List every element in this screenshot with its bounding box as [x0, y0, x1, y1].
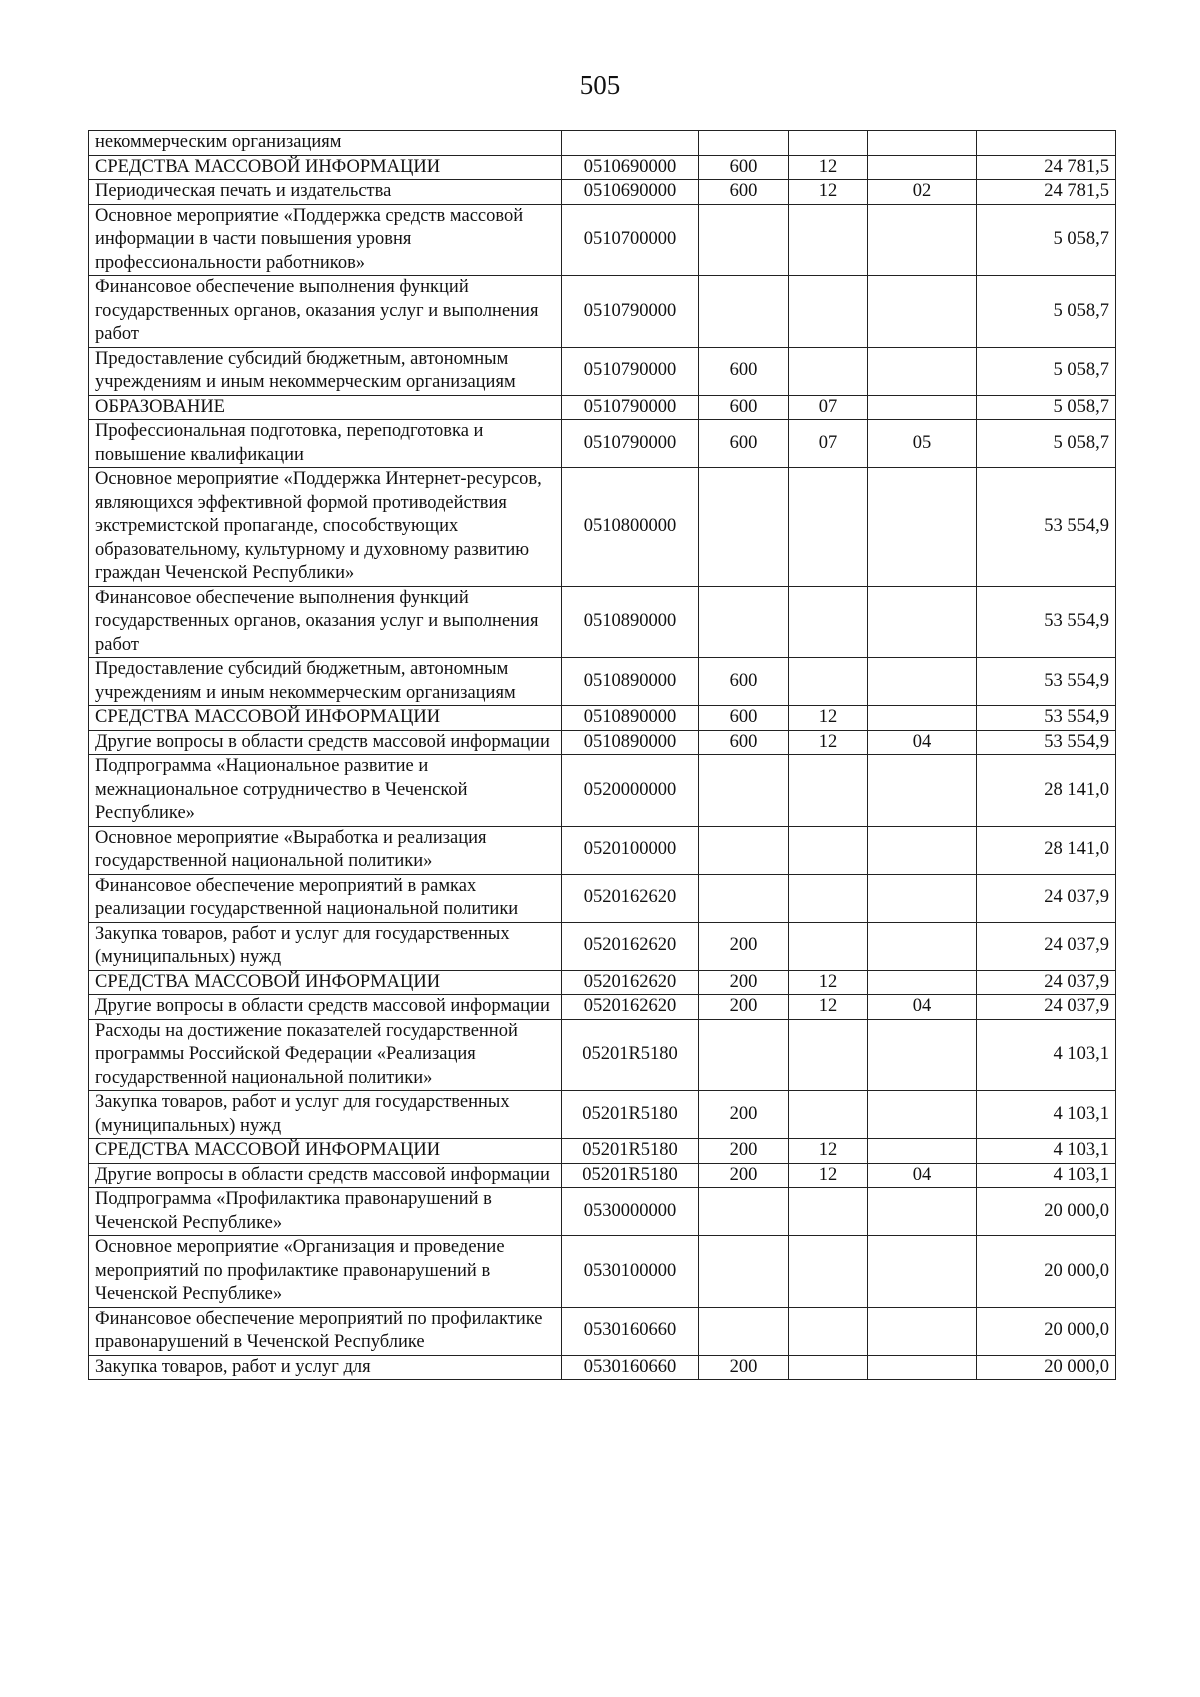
target-code-cell: 0510790000	[562, 276, 699, 348]
target-code-cell: 0520162620	[562, 874, 699, 922]
table-row	[89, 1307, 1116, 1355]
row-name-cell: Другие вопросы в области средств массовой информации	[89, 730, 562, 755]
table-row	[89, 658, 1116, 706]
section-cell	[789, 1307, 868, 1355]
budget-table	[88, 130, 1116, 1380]
expense-type-cell: 200	[699, 970, 789, 995]
target-code-cell: 0510790000	[562, 347, 699, 395]
section-cell	[789, 131, 868, 156]
amount-cell: 4 103,1	[977, 1019, 1116, 1091]
row-name-cell: Расходы на достижение показателей государственной программы Российской Федерации «Реализация государственной национальной политики»	[89, 1019, 562, 1091]
subsection-cell: 04	[868, 1163, 977, 1188]
section-cell	[789, 1355, 868, 1380]
amount-cell: 20 000,0	[977, 1355, 1116, 1380]
expense-type-cell	[699, 755, 789, 827]
expense-type-cell	[699, 1019, 789, 1091]
expense-type-cell: 200	[699, 1163, 789, 1188]
section-cell: 07	[789, 395, 868, 420]
amount-cell: 24 037,9	[977, 874, 1116, 922]
target-code-cell: 0530100000	[562, 1236, 699, 1308]
target-code-cell: 0530160660	[562, 1307, 699, 1355]
table-row	[89, 420, 1116, 468]
target-code-cell: 0510690000	[562, 180, 699, 205]
target-code-cell: 0510790000	[562, 395, 699, 420]
subsection-cell	[868, 347, 977, 395]
table-row	[89, 1355, 1116, 1380]
target-code-cell: 0530160660	[562, 1355, 699, 1380]
expense-type-cell	[699, 1307, 789, 1355]
target-code-cell: 0520162620	[562, 922, 699, 970]
subsection-cell	[868, 755, 977, 827]
row-name-cell: Предоставление субсидий бюджетным, автономным учреждениям и иным некоммерческим организациям	[89, 347, 562, 395]
expense-type-cell: 600	[699, 180, 789, 205]
amount-cell: 53 554,9	[977, 730, 1116, 755]
page-number: 505	[579, 70, 621, 100]
row-name-cell: Финансовое обеспечение выполнения функций государственных органов, оказания услуг и выполнения работ	[89, 276, 562, 348]
section-cell	[789, 1091, 868, 1139]
target-code-cell: 0510890000	[562, 586, 699, 658]
amount-cell: 28 141,0	[977, 826, 1116, 874]
row-name-cell: СРЕДСТВА МАССОВОЙ ИНФОРМАЦИИ	[89, 1139, 562, 1164]
target-code-cell: 0520162620	[562, 995, 699, 1020]
row-name-cell: СРЕДСТВА МАССОВОЙ ИНФОРМАЦИИ	[89, 155, 562, 180]
subsection-cell	[868, 395, 977, 420]
target-code-cell: 0510690000	[562, 155, 699, 180]
table-row	[89, 586, 1116, 658]
section-cell	[789, 1236, 868, 1308]
amount-cell: 53 554,9	[977, 658, 1116, 706]
expense-type-cell: 600	[699, 395, 789, 420]
amount-cell: 53 554,9	[977, 586, 1116, 658]
target-code-cell: 05201R5180	[562, 1091, 699, 1139]
table-row	[89, 180, 1116, 205]
subsection-cell	[868, 922, 977, 970]
subsection-cell	[868, 155, 977, 180]
amount-cell: 4 103,1	[977, 1139, 1116, 1164]
expense-type-cell	[699, 874, 789, 922]
subsection-cell: 04	[868, 730, 977, 755]
subsection-cell	[868, 706, 977, 731]
expense-type-cell: 200	[699, 922, 789, 970]
target-code-cell: 05201R5180	[562, 1019, 699, 1091]
table-row	[89, 730, 1116, 755]
section-cell	[789, 1188, 868, 1236]
target-code-cell: 0510890000	[562, 706, 699, 731]
subsection-cell	[868, 1307, 977, 1355]
expense-type-cell	[699, 276, 789, 348]
table-row	[89, 1236, 1116, 1308]
subsection-cell: 05	[868, 420, 977, 468]
expense-type-cell: 200	[699, 995, 789, 1020]
section-cell	[789, 874, 868, 922]
row-name-cell: Основное мероприятие «Поддержка средств массовой информации в части повышения уровня профессиональности работников»	[89, 204, 562, 276]
subsection-cell	[868, 586, 977, 658]
table-row	[89, 395, 1116, 420]
section-cell	[789, 347, 868, 395]
table-row	[89, 706, 1116, 731]
target-code-cell: 0510800000	[562, 468, 699, 587]
row-name-cell: ОБРАЗОВАНИЕ	[89, 395, 562, 420]
amount-cell: 53 554,9	[977, 468, 1116, 587]
section-cell: 12	[789, 1163, 868, 1188]
row-name-cell: Профессиональная подготовка, переподготовка и повышение квалификации	[89, 420, 562, 468]
subsection-cell	[868, 970, 977, 995]
table-row	[89, 1019, 1116, 1091]
section-cell: 12	[789, 995, 868, 1020]
row-name-cell: Другие вопросы в области средств массовой информации	[89, 1163, 562, 1188]
section-cell: 12	[789, 730, 868, 755]
expense-type-cell	[699, 468, 789, 587]
target-code-cell	[562, 131, 699, 156]
target-code-cell: 0510790000	[562, 420, 699, 468]
amount-cell: 5 058,7	[977, 395, 1116, 420]
amount-cell: 20 000,0	[977, 1236, 1116, 1308]
subsection-cell	[868, 658, 977, 706]
subsection-cell	[868, 204, 977, 276]
section-cell	[789, 922, 868, 970]
expense-type-cell: 600	[699, 658, 789, 706]
table-row	[89, 1091, 1116, 1139]
amount-cell: 24 781,5	[977, 180, 1116, 205]
section-cell	[789, 1019, 868, 1091]
table-row	[89, 995, 1116, 1020]
table-row	[89, 970, 1116, 995]
table-row	[89, 468, 1116, 587]
row-name-cell: Закупка товаров, работ и услуг для государственных (муниципальных) нужд	[89, 922, 562, 970]
row-name-cell: Финансовое обеспечение выполнения функций государственных органов, оказания услуг и выполнения работ	[89, 586, 562, 658]
section-cell	[789, 276, 868, 348]
target-code-cell: 05201R5180	[562, 1139, 699, 1164]
row-name-cell: Основное мероприятие «Выработка и реализация государственной национальной политики»	[89, 826, 562, 874]
subsection-cell: 02	[868, 180, 977, 205]
subsection-cell	[868, 874, 977, 922]
amount-cell	[977, 131, 1116, 156]
expense-type-cell	[699, 586, 789, 658]
row-name-cell: Финансовое обеспечение мероприятий в рамках реализации государственной национальной политики	[89, 874, 562, 922]
section-cell: 12	[789, 155, 868, 180]
row-name-cell: Закупка товаров, работ и услуг для государственных (муниципальных) нужд	[89, 1091, 562, 1139]
section-cell	[789, 755, 868, 827]
expense-type-cell: 200	[699, 1139, 789, 1164]
row-name-cell: Другие вопросы в области средств массовой информации	[89, 995, 562, 1020]
amount-cell: 28 141,0	[977, 755, 1116, 827]
expense-type-cell: 200	[699, 1091, 789, 1139]
expense-type-cell	[699, 131, 789, 156]
target-code-cell: 05201R5180	[562, 1163, 699, 1188]
expense-type-cell: 600	[699, 420, 789, 468]
table-row	[89, 1188, 1116, 1236]
expense-type-cell: 200	[699, 1355, 789, 1380]
table-row	[89, 755, 1116, 827]
expense-type-cell	[699, 826, 789, 874]
section-cell: 12	[789, 1139, 868, 1164]
amount-cell: 4 103,1	[977, 1163, 1116, 1188]
amount-cell: 24 037,9	[977, 970, 1116, 995]
table-row	[89, 874, 1116, 922]
section-cell	[789, 586, 868, 658]
target-code-cell: 0520000000	[562, 755, 699, 827]
row-name-cell: СРЕДСТВА МАССОВОЙ ИНФОРМАЦИИ	[89, 706, 562, 731]
table-row	[89, 826, 1116, 874]
table-row	[89, 131, 1116, 156]
subsection-cell	[868, 1139, 977, 1164]
table-row	[89, 922, 1116, 970]
expense-type-cell: 600	[699, 155, 789, 180]
row-name-cell: СРЕДСТВА МАССОВОЙ ИНФОРМАЦИИ	[89, 970, 562, 995]
amount-cell: 53 554,9	[977, 706, 1116, 731]
amount-cell: 24 781,5	[977, 155, 1116, 180]
expense-type-cell	[699, 1236, 789, 1308]
section-cell	[789, 826, 868, 874]
expense-type-cell: 600	[699, 730, 789, 755]
row-name-cell: Финансовое обеспечение мероприятий по профилактике правонарушений в Чеченской Республике	[89, 1307, 562, 1355]
target-code-cell: 0510700000	[562, 204, 699, 276]
section-cell	[789, 468, 868, 587]
section-cell: 12	[789, 706, 868, 731]
amount-cell: 5 058,7	[977, 347, 1116, 395]
subsection-cell: 04	[868, 995, 977, 1020]
section-cell: 07	[789, 420, 868, 468]
section-cell	[789, 658, 868, 706]
table-row	[89, 1163, 1116, 1188]
subsection-cell	[868, 1236, 977, 1308]
subsection-cell	[868, 1019, 977, 1091]
subsection-cell	[868, 468, 977, 587]
row-name-cell: Подпрограмма «Профилактика правонарушений в Чеченской Республике»	[89, 1188, 562, 1236]
expense-type-cell	[699, 1188, 789, 1236]
subsection-cell	[868, 276, 977, 348]
target-code-cell: 0530000000	[562, 1188, 699, 1236]
row-name-cell: некоммерческим организациям	[89, 131, 562, 156]
expense-type-cell: 600	[699, 347, 789, 395]
amount-cell: 20 000,0	[977, 1188, 1116, 1236]
section-cell	[789, 204, 868, 276]
subsection-cell	[868, 1355, 977, 1380]
amount-cell: 5 058,7	[977, 420, 1116, 468]
subsection-cell	[868, 826, 977, 874]
table-row	[89, 1139, 1116, 1164]
target-code-cell: 0510890000	[562, 730, 699, 755]
table-row	[89, 276, 1116, 348]
subsection-cell	[868, 1188, 977, 1236]
amount-cell: 24 037,9	[977, 995, 1116, 1020]
subsection-cell	[868, 1091, 977, 1139]
table-row	[89, 155, 1116, 180]
table-row	[89, 347, 1116, 395]
target-code-cell: 0520100000	[562, 826, 699, 874]
section-cell: 12	[789, 970, 868, 995]
budget-table-body	[89, 131, 1116, 1380]
expense-type-cell: 600	[699, 706, 789, 731]
subsection-cell	[868, 131, 977, 156]
amount-cell: 20 000,0	[977, 1307, 1116, 1355]
row-name-cell: Периодическая печать и издательства	[89, 180, 562, 205]
row-name-cell: Подпрограмма «Национальное развитие и межнациональное сотрудничество в Чеченской Республике»	[89, 755, 562, 827]
section-cell: 12	[789, 180, 868, 205]
row-name-cell: Закупка товаров, работ и услуг для	[89, 1355, 562, 1380]
amount-cell: 5 058,7	[977, 276, 1116, 348]
target-code-cell: 0510890000	[562, 658, 699, 706]
row-name-cell: Основное мероприятие «Поддержка Интернет-ресурсов, являющихся эффективной формой противодействия экстремистской пропаганде, способствующих образовательному, культурному и духовному развитию граждан Чеченской Республики»	[89, 468, 562, 587]
amount-cell: 24 037,9	[977, 922, 1116, 970]
row-name-cell: Предоставление субсидий бюджетным, автономным учреждениям и иным некоммерческим организациям	[89, 658, 562, 706]
table-row	[89, 204, 1116, 276]
row-name-cell: Основное мероприятие «Организация и проведение мероприятий по профилактике правонарушений в Чеченской Республике»	[89, 1236, 562, 1308]
target-code-cell: 0520162620	[562, 970, 699, 995]
expense-type-cell	[699, 204, 789, 276]
amount-cell: 5 058,7	[977, 204, 1116, 276]
amount-cell: 4 103,1	[977, 1091, 1116, 1139]
